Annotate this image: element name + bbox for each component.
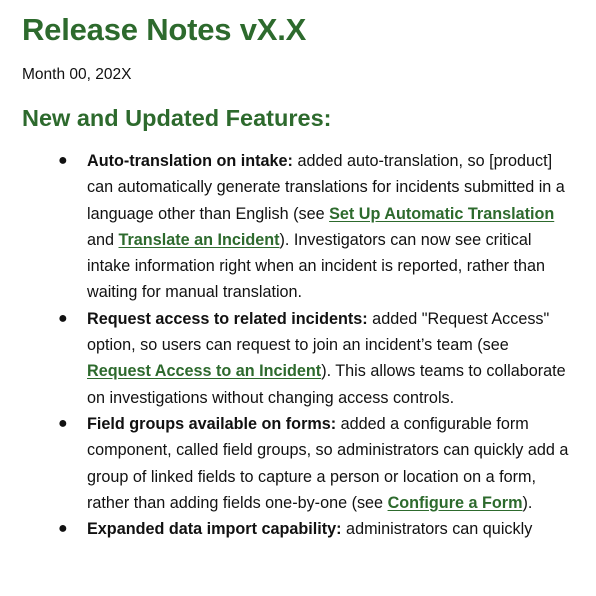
bullet-icon: ● (58, 152, 68, 169)
feature-list (0, 148, 596, 542)
feature-text: ). (522, 493, 533, 512)
bullet-icon: ● (58, 520, 68, 538)
feature-text: added "Request Access" option, so users can request to join an incident’s team (see (87, 309, 550, 355)
link-set-up-automatic-translation[interactable]: Set Up Automatic Translation (329, 204, 555, 223)
feature-text: added a configurable form component, called field groups, so administrators can quickly add a group of linked fields to capture a person or location on a form, rather than adding fields one-by-one (see (87, 414, 569, 512)
feature-item-field-groups (0, 411, 596, 516)
feature-heading: Auto-translation on intake: (87, 152, 293, 170)
bullet-icon: ● (58, 309, 68, 327)
section-heading: New and Updated Features: (22, 105, 332, 131)
feature-heading: Expanded data import capability: (87, 520, 342, 539)
page-title: Release Notes vX.X (22, 12, 307, 47)
link-translate-an-incident[interactable]: Translate an Incident (118, 230, 280, 249)
feature-text: ). This allows teams to collaborate on investigations without changing access controls. (87, 362, 566, 407)
feature-text: and (87, 230, 119, 249)
release-date: Month 00, 202X (22, 66, 132, 83)
feature-heading: Field groups available on forms: (87, 414, 337, 433)
feature-item-request-access (0, 306, 596, 411)
feature-heading: Request access to related incidents: (87, 309, 368, 328)
feature-text: administrators can quickly (341, 520, 533, 539)
feature-item-auto-translation (0, 148, 596, 306)
feature-text: added auto-translation, so [product] can automatically generate translations for incidents submitted in a language other than English (see (87, 152, 565, 223)
bullet-icon: ● (58, 414, 68, 432)
link-configure-a-form[interactable]: Configure a Form (387, 493, 523, 512)
feature-text: ). Investigators can now see critical intake information right when an incident is reported, rather than waiting for manual translation. (87, 230, 546, 302)
feature-item-data-import (0, 516, 596, 542)
link-request-access-to-an-incident[interactable]: Request Access to an Incident (87, 362, 322, 381)
